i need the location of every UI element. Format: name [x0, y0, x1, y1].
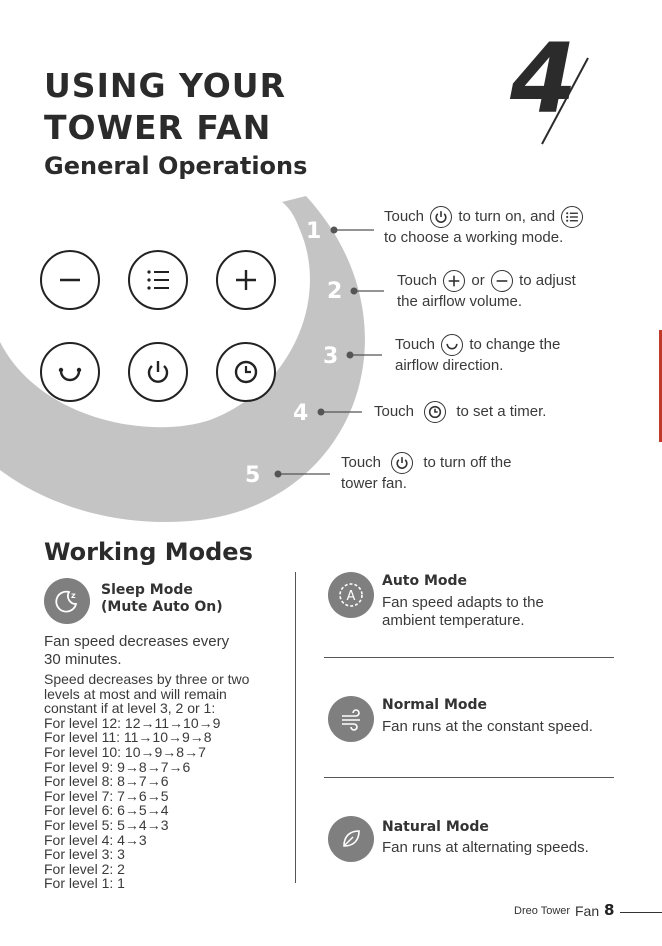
sleep-level-line: For level 6: 6→5→4 [44, 802, 169, 819]
step-1-text [384, 206, 644, 248]
step-number-1: 1 [306, 219, 322, 244]
step-2-or: or [471, 271, 485, 289]
minus-icon [491, 270, 513, 292]
chapter-number: 4 [510, 28, 577, 135]
auto-mode-title: Auto Mode [382, 573, 468, 589]
natural-mode-icon [328, 816, 374, 862]
normal-mode-icon [328, 696, 374, 742]
normal-mode-title: Normal Mode [382, 697, 488, 713]
sleep-detail-line: Speed decreases by three or two [44, 671, 250, 687]
general-operations-heading: General Operations [44, 152, 308, 180]
step-3-word: Touch [395, 335, 436, 353]
sleep-mode-icon [44, 578, 90, 624]
mode-list-icon [561, 206, 583, 228]
natural-mode-title: Natural Mode [382, 819, 489, 835]
mode-divider [324, 657, 614, 658]
sleep-level-line: For level 9: 9→8→7→6 [44, 758, 191, 775]
sleep-mode-intro [44, 633, 294, 669]
sleep-level-line: For level 4: 4→3 [44, 831, 147, 848]
step-3-action: to change the [469, 335, 561, 353]
page-title-line2: TOWER FAN [44, 108, 272, 147]
step-number-5: 5 [245, 463, 261, 488]
page-title-line1: USING YOUR [44, 66, 287, 105]
step-2-continued: the airflow volume. [397, 293, 523, 310]
step-5-action: to turn off the [423, 453, 512, 471]
power-icon [430, 206, 452, 228]
sleep-detail-line: levels at most and will remain [44, 685, 227, 702]
power-icon [391, 452, 413, 474]
step-3-continued: airflow direction. [395, 357, 504, 374]
sleep-level-line: For level 8: 8→7→6 [44, 773, 169, 790]
sleep-level-line: For level 5: 5→4→3 [44, 816, 169, 833]
sleep-mode-subtitle: (Mute Auto On) [101, 599, 223, 615]
step-5-continued: tower fan. [341, 475, 407, 492]
step-4-text [374, 401, 624, 423]
oscillation-icon [441, 334, 463, 356]
sleep-level-line: For level 7: 7→6→5 [44, 787, 169, 804]
sleep-level-line: For level 1: 1 [44, 875, 125, 892]
auto-mode-icon-letter: A [346, 589, 356, 604]
step-5-text [341, 452, 601, 494]
step-1-word: Touch [384, 207, 425, 225]
svg-text:z: z [71, 591, 76, 600]
sleep-level-line: For level 11: 11→10→9→8 [44, 729, 212, 746]
sleep-level-line: For level 2: 2 [44, 860, 125, 877]
step-5-word: Touch [341, 453, 382, 471]
footer-rule [620, 912, 662, 913]
auto-mode-desc-line1: Fan speed adapts to the [382, 594, 544, 611]
plus-icon [443, 270, 465, 292]
column-divider [295, 572, 296, 883]
natural-mode-desc: Fan runs at alternating speeds. [382, 839, 589, 856]
sleep-intro-line2: 30 minutes. [44, 651, 122, 668]
normal-mode-desc: Fan runs at the constant speed. [382, 718, 593, 735]
step-number-4: 4 [293, 401, 309, 426]
step-1-continued: to choose a working mode. [384, 229, 564, 246]
auto-mode-desc-line2: ambient temperature. [382, 612, 525, 629]
working-modes-heading: Working Modes [44, 538, 253, 566]
sleep-mode-title: Sleep Mode [101, 582, 193, 598]
timer-icon [424, 401, 446, 423]
sleep-intro-line1: Fan speed decreases every [44, 633, 230, 650]
step-1-action: to turn on, and [458, 207, 556, 225]
step-number-2: 2 [327, 279, 343, 304]
footer-product: Fan [575, 903, 600, 919]
footer-brand: Dreo Tower [514, 905, 571, 917]
sleep-level-line: For level 3: 3 [44, 846, 125, 863]
page-number: 8 [604, 901, 615, 919]
sleep-mode-details [44, 672, 294, 891]
step-number-3: 3 [323, 344, 339, 369]
step-4-action: to set a timer. [456, 402, 547, 420]
step-2-text [397, 270, 647, 312]
sleep-level-line: For level 10: 10→9→8→7 [44, 743, 206, 760]
step-3-text [395, 334, 645, 376]
step-2-action: to adjust [519, 271, 576, 289]
step-2-word: Touch [397, 271, 438, 289]
auto-mode-icon [328, 572, 374, 618]
sleep-level-line: For level 12: 12→11→10→9 [44, 714, 221, 731]
step-4-word: Touch [374, 402, 415, 420]
mode-divider [324, 777, 614, 778]
sleep-detail-line: constant if at level 3, 2 or 1: [44, 700, 216, 717]
